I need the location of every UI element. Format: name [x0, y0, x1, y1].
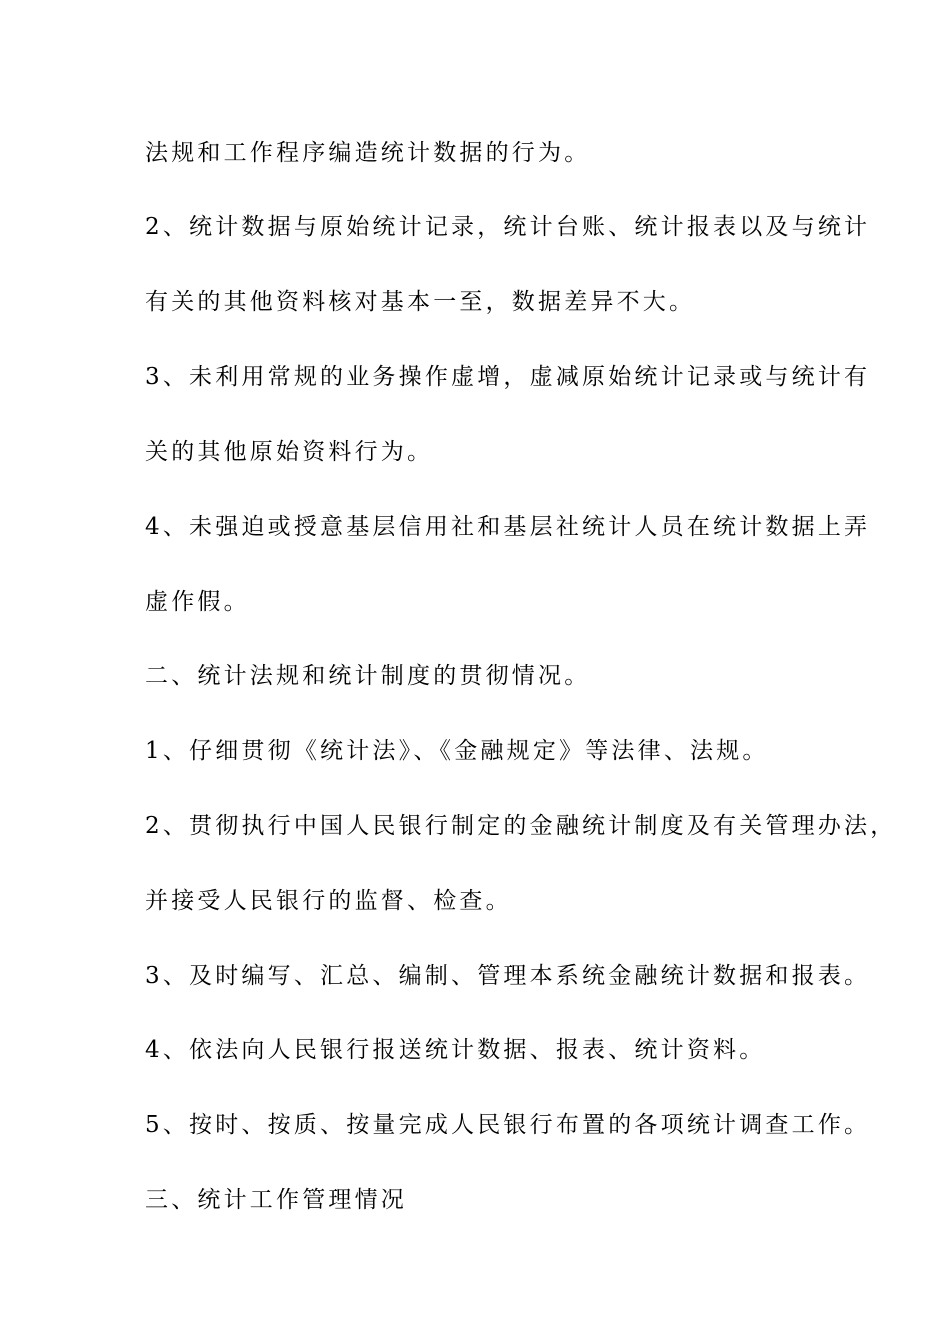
text-line: 3、未利用常规的业务操作虚增，虚减原始统计记录或与统计有 [145, 364, 871, 390]
text-line: 有关的其他资料核对基本一至，数据差异不大。 [145, 289, 696, 315]
text-line: 并接受人民银行的监督、检查。 [145, 888, 512, 914]
text-line: 1、仔细贯彻《统计法》、《金融规定》等法律、法规。 [145, 738, 769, 764]
section-heading: 三、统计工作管理情况 [145, 1187, 407, 1213]
text-line: 关的其他原始资料行为。 [145, 439, 434, 465]
text-line: 3、及时编写、汇总、编制、管理本系统金融统计数据和报表。 [145, 963, 871, 989]
text-line: 4、未强迫或授意基层信用社和基层社统计人员在统计数据上弄 [145, 514, 871, 540]
text-line: 虚作假。 [145, 589, 250, 615]
text-line: 5、按时、按质、按量完成人民银行布置的各项统计调查工作。 [145, 1112, 871, 1138]
text-line: 2、统计数据与原始统计记录，统计台账、统计报表以及与统计 [145, 214, 871, 240]
section-heading: 二、统计法规和统计制度的贯彻情况。 [145, 663, 591, 689]
text-line: 法规和工作程序编造统计数据的行为。 [145, 140, 591, 166]
text-line: 2、贯彻执行中国人民银行制定的金融统计制度及有关管理办法， [145, 813, 897, 839]
text-line: 4、依法向人民银行报送统计数据、报表、统计资料。 [145, 1037, 766, 1063]
